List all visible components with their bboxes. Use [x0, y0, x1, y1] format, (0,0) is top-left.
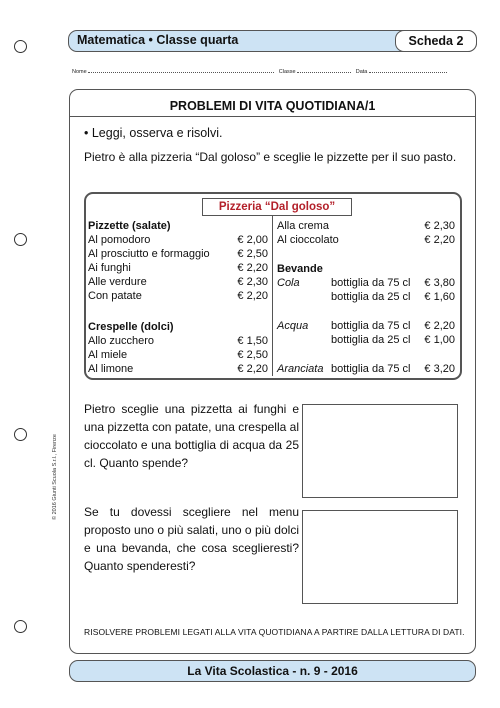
menu-item-price: € 1,50 — [237, 335, 268, 347]
menu-item-name: Al pomodoro — [88, 234, 151, 246]
drink-size: bottiglia da 75 cl — [331, 363, 411, 375]
pizzette-heading: Pizzette (salate) — [88, 220, 171, 232]
menu-item-price: € 2,20 — [237, 262, 268, 274]
scheda-label: Scheda 2 — [395, 30, 477, 52]
menu-item-name: Ai funghi — [88, 262, 131, 274]
menu-item-price: € 2,30 — [237, 276, 268, 288]
menu-item-name: Alla crema — [277, 220, 329, 232]
title-divider — [70, 116, 475, 117]
menu-item-name: Alle verdure — [88, 276, 147, 288]
answer-box-2[interactable] — [302, 510, 458, 604]
crespelle-heading: Crespelle (dolci) — [88, 321, 174, 333]
data-label: Data — [355, 69, 368, 75]
copyright-notice: © 2016 Giunti Scuola S.r.l., Firenze — [52, 434, 58, 520]
drink-name: Aranciata — [277, 363, 324, 375]
classe-label: Classe — [278, 69, 296, 75]
header-bar — [68, 30, 477, 52]
nome-label: Nome — [72, 69, 87, 75]
learning-objective: RISOLVERE PROBLEMI LEGATI ALLA VITA QUOTIDIANA A PARTIRE DALLA LETTURA DI DATI. — [84, 627, 465, 637]
menu-item-price: € 2,20 — [237, 363, 268, 375]
question-2: Se tu dovessi scegliere nel menu proposto uno o più salati, uno o più dolci e una bevanda, che cosa sceglieresti? Quanto spenderesti? — [84, 505, 299, 573]
menu-item-name: Al cioccolato — [277, 234, 339, 246]
drink-price: € 3,80 — [424, 277, 455, 289]
menu-item-price: € 2,30 — [424, 220, 455, 232]
subject-label: Matematica • Classe quarta — [77, 33, 239, 47]
drink-price: € 1,60 — [424, 291, 455, 303]
menu-item-name: Allo zucchero — [88, 335, 155, 347]
drink-name: Cola — [277, 277, 300, 289]
menu-item-price: € 2,50 — [237, 349, 268, 361]
menu-item-price: € 2,20 — [237, 290, 268, 302]
menu-item-name: Al miele — [88, 349, 128, 361]
bevande-heading: Bevande — [277, 263, 323, 275]
menu-item-name: Al prosciutto e formaggio — [88, 248, 210, 260]
binder-hole — [14, 620, 27, 633]
binder-hole — [14, 233, 27, 246]
data-field[interactable] — [369, 67, 447, 73]
menu-title: Pizzeria “Dal goloso” — [202, 198, 352, 216]
worksheet-title: PROBLEMI DI VITA QUOTIDIANA/1 — [169, 99, 376, 113]
binder-hole — [14, 428, 27, 441]
answer-box-1[interactable] — [302, 404, 458, 498]
drink-price: € 1,00 — [424, 334, 455, 346]
menu-item-price: € 2,20 — [424, 234, 455, 246]
drink-size: bottiglia da 75 cl — [331, 320, 411, 332]
drink-price: € 2,20 — [424, 320, 455, 332]
menu-divider — [272, 216, 273, 376]
nome-field[interactable] — [88, 67, 274, 73]
menu-item-name: Con patate — [88, 290, 142, 302]
student-fields — [72, 67, 447, 75]
drink-name: Acqua — [277, 320, 309, 332]
drink-size: bottiglia da 25 cl — [331, 291, 411, 303]
footer-bar: La Vita Scolastica - n. 9 - 2016 — [69, 660, 476, 682]
question-1: Pietro sceglie una pizzetta ai funghi e una pizzetta con patate, una crespella al cioccolato e una bottiglia di acqua da 25 cl. Quanto spende? — [84, 402, 299, 470]
menu-item-price: € 2,00 — [237, 234, 268, 246]
drink-size: bottiglia da 75 cl — [331, 277, 411, 289]
instruction: • Leggi, osserva e risolvi. — [84, 126, 223, 140]
drink-size: bottiglia da 25 cl — [331, 334, 411, 346]
menu-item-price: € 2,50 — [237, 248, 268, 260]
intro-text: Pietro è alla pizzeria “Dal goloso” e sceglie le pizzette per il suo pasto. — [84, 150, 457, 164]
binder-hole — [14, 40, 27, 53]
drink-price: € 3,20 — [424, 363, 455, 375]
classe-field[interactable] — [297, 67, 351, 73]
menu-item-name: Al limone — [88, 363, 134, 375]
